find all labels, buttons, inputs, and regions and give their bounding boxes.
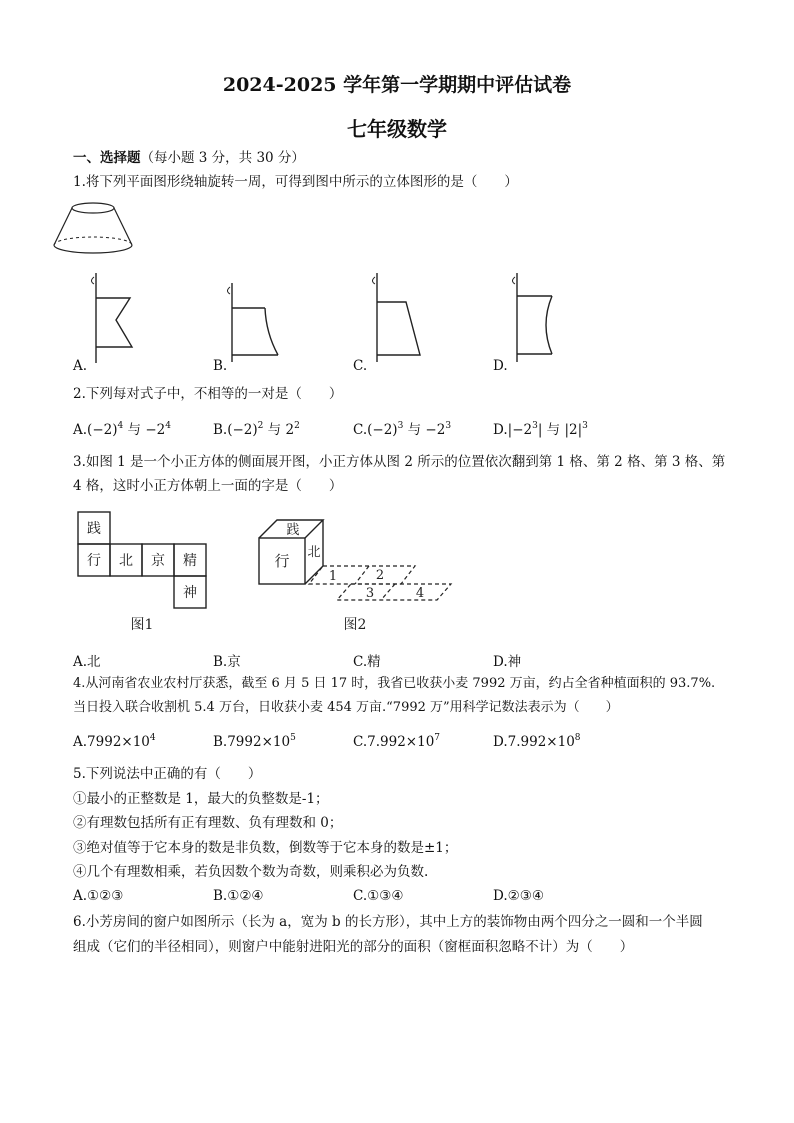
- net-cell-bei: 北: [119, 553, 133, 569]
- q3-figure-1-net: [78, 512, 218, 642]
- fig2-num-2: 2: [375, 568, 385, 583]
- fig2-front-face: 行: [274, 552, 290, 570]
- q3-option-b: B.京: [213, 654, 241, 670]
- q2-option-d: $D.|-2^3|$ 与 $|2|^3$: [493, 421, 588, 438]
- fig1-caption: 图1: [130, 617, 154, 633]
- q2-option-a: $A.(-2)^4$ 与 $-2^4$: [73, 421, 171, 438]
- question-6-stem-line1: 6.小芳房间的窗户如图所示（长为 a，宽为 b 的长方形），其中上方的装饰物由两个四分之一圆和一个半圆: [73, 914, 703, 930]
- q5-option-d: D.②③④: [493, 888, 544, 904]
- question-5-stem: 5.下列说法中正确的有（ ）: [73, 766, 262, 782]
- net-cell-xing: 行: [87, 553, 101, 569]
- q1-figure-c: [373, 273, 421, 362]
- q1-figure-a: [92, 273, 133, 363]
- q4-option-b: $B.7992\times 10^5$: [213, 733, 296, 750]
- q5-option-c: C.①③④: [353, 888, 404, 904]
- fig2-num-4: 4: [415, 586, 425, 601]
- q5-option-b: B.①②④: [213, 888, 264, 904]
- q4-option-d: $D.7.992\times 10^8$: [493, 733, 581, 750]
- fig2-num-3: 3: [365, 586, 375, 601]
- section-note: （每小题 3 分，共 30 分）: [140, 150, 305, 166]
- exam-title: 2024-2025 学年第一学期期中评估试卷: [222, 74, 572, 96]
- q5-option-a: A.①②③: [73, 888, 124, 904]
- q5-statement-3: ③绝对值等于它本身的数是非负数，倒数等于它本身的数是±1；: [73, 840, 458, 856]
- fig2-caption: 图2: [343, 617, 367, 633]
- q3-option-c: C.精: [353, 654, 381, 670]
- exam-subtitle: 七年级数学: [347, 117, 447, 141]
- q1-option-figures: [60, 265, 780, 380]
- q5-statement-4: ④几个有理数相乘，若负因数个数为奇数，则乘积必为负数.: [73, 864, 429, 880]
- q3-option-a: A.北: [73, 654, 101, 670]
- q5-statement-1: ①最小的正整数是 1，最大的负整数是-1；: [73, 791, 329, 807]
- question-4-stem-line1: 4.从河南省农业农村厅获悉，截至 6 月 5 日 17 时，我省已收获小麦 7992 万亩，约占全省种植面积的 93.7%.: [73, 676, 716, 691]
- q1-option-b: B.: [213, 358, 228, 374]
- net-cell-jian: 践: [87, 521, 101, 537]
- q1-option-c: C.: [353, 358, 368, 374]
- q2-option-c: $C.(-2)^3$ 与 $-2^3$: [353, 421, 452, 438]
- fig2-top-face: 践: [286, 523, 300, 538]
- q1-solid-figure: [40, 190, 140, 260]
- net-cell-shen: 神: [183, 585, 197, 601]
- q3-figure-2-cube: [255, 512, 465, 642]
- question-1-stem: 1.将下列平面图形绕轴旋转一周，可得到图中所示的立体图形的是（ ）: [73, 174, 518, 190]
- q1-figure-d: [513, 273, 553, 362]
- q4-option-a: $A.7992\times 10^4$: [73, 733, 156, 750]
- q5-statement-2: ②有理数包括所有正有理数、负有理数和 0；: [73, 815, 343, 831]
- q3-option-d: D.神: [493, 654, 522, 670]
- question-2-stem: 2.下列每对式子中，不相等的一对是（ ）: [73, 386, 343, 402]
- q1-option-d: D.: [493, 358, 508, 374]
- q2-option-b: $B.(-2)^2$ 与 $2^2$: [213, 421, 300, 438]
- q1-figure-b: [228, 283, 279, 362]
- net-cell-jing2: 精: [183, 553, 197, 569]
- section-title: 一、选择题: [73, 150, 141, 166]
- net-cell-jing: 京: [151, 553, 165, 569]
- q1-option-a: A.: [73, 358, 88, 374]
- section-heading: [73, 148, 305, 168]
- question-3-stem-line2: 4 格，这时小正方体朝上一面的字是（ ）: [73, 478, 343, 494]
- question-3-stem-line1: 3.如图 1 是一个小正方体的侧面展开图，小正方体从图 2 所示的位置依次翻到第 1 格、第 2 格、第 3 格、第: [73, 454, 726, 470]
- question-6-stem-line2: 组成（它们的半径相同），则窗户中能射进阳光的部分的面积（窗框面积忽略不计）为（ ）: [73, 939, 634, 955]
- fig2-side-face: 北: [307, 545, 321, 560]
- fig2-num-1: 1: [328, 569, 338, 584]
- question-4-stem-line2: 当日投入联合收割机 5.4 万台，日收获小麦 454 万亩.“7992 万”用科学记数法表示为（ ）: [73, 700, 619, 715]
- q4-option-c: $C.7.992\times 10^7$: [353, 733, 441, 750]
